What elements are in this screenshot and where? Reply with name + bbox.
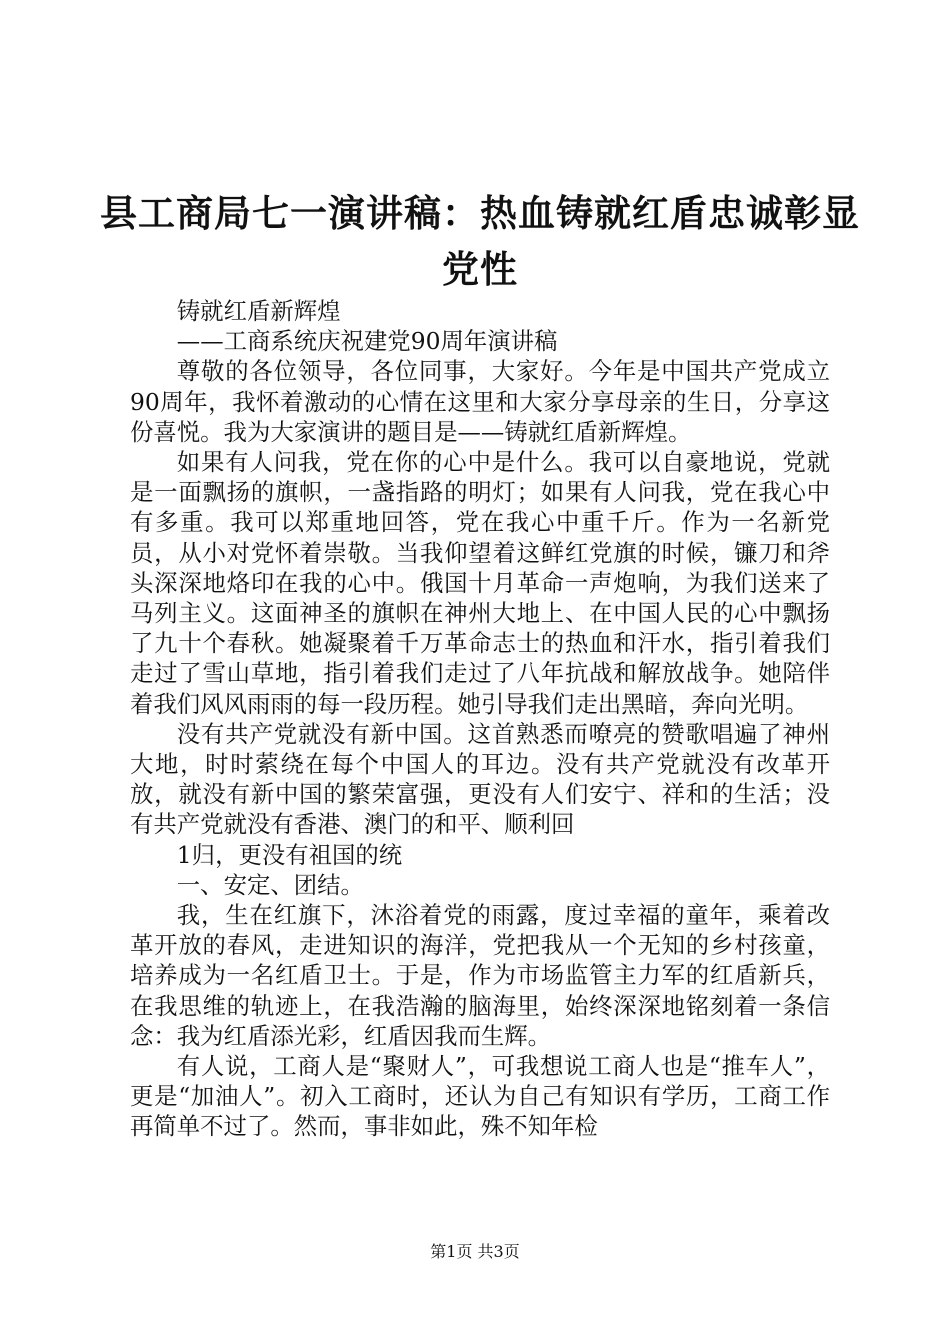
paragraph-fragment-2: 一、安定、团结。 [176,870,364,899]
paragraph-business-people: 有人说，工商人是“聚财人”，可我想说工商人也是“推车人”，更是“加油人”。初入工商时，还认为自己有知识有学历，工商工作再简单不过了。然而，事非如此，殊不知年检 [130,1052,830,1141]
subtitle-caption: ——工商系统庆祝建党90周年演讲稿 [176,327,558,356]
paragraph-fragment-1: 1归，更没有祖国的统 [176,840,403,869]
paragraph-red-shield: 我，生在红旗下，沐浴着党的雨露，度过幸福的童年，乘着改革开放的春风，走进知识的海洋，党把我从一个无知的乡村孩童，培养成为一名红盾卫士。于是，作为市场监管主力军的红盾新兵，在我思维的轨迹上，在我浩瀚的脑海里，始终深深地铭刻着一条信念：我为红盾添光彩，红盾因我而生辉。 [130,901,830,1050]
document-body [130,296,830,1142]
paragraph-greeting: 尊敬的各位领导，各位同事，大家好。今年是中国共产党成立90周年，我怀着激动的心情在这里和大家分享母亲的生日，分享这份喜悦。我为大家演讲的题目是——铸就红盾新辉煌。 [130,357,830,446]
document-title [100,185,860,297]
title-line-1: 县工商局七一演讲稿：热血铸就红盾忠诚彰显 [100,191,860,235]
subtitle: 铸就红盾新辉煌 [176,297,341,325]
title-line-2: 党性 [442,247,518,291]
paragraph-new-china: 没有共产党就没有新中国。这首熟悉而嘹亮的赞歌唱遍了神州大地，时时萦绕在每个中国人的耳边。没有共产党就没有改革开放，就没有新中国的繁荣富强，更没有人们安宁、祥和的生活；没有共产党就没有香港、澳门的和平、顺利回 [130,719,830,839]
paragraph-party-heart: 如果有人问我，党在你的心中是什么。我可以自豪地说，党就是一面飘扬的旗帜，一盏指路的明灯；如果有人问我，党在我心中有多重。我可以郑重地回答，党在我心中重千斤。作为一名新党员，从小对党怀着崇敬。当我仰望着这鲜红党旗的时候，镰刀和斧头深深地烙印在我的心中。俄国十月革命一声炮响，为我们送来了马列主义。这面神圣的旗帜在神州大地上、在中国人民的心中飘扬了九十个春秋。她凝聚着千万革命志士的热血和汗水，指引着我们走过了雪山草地，指引着我们走过了八年抗战和解放战争。她陪伴着我们风风雨雨的每一段历程。她引导我们走出黑暗，奔向光明。 [130,448,830,718]
page-footer: 第1页 共3页 [430,1242,520,1261]
